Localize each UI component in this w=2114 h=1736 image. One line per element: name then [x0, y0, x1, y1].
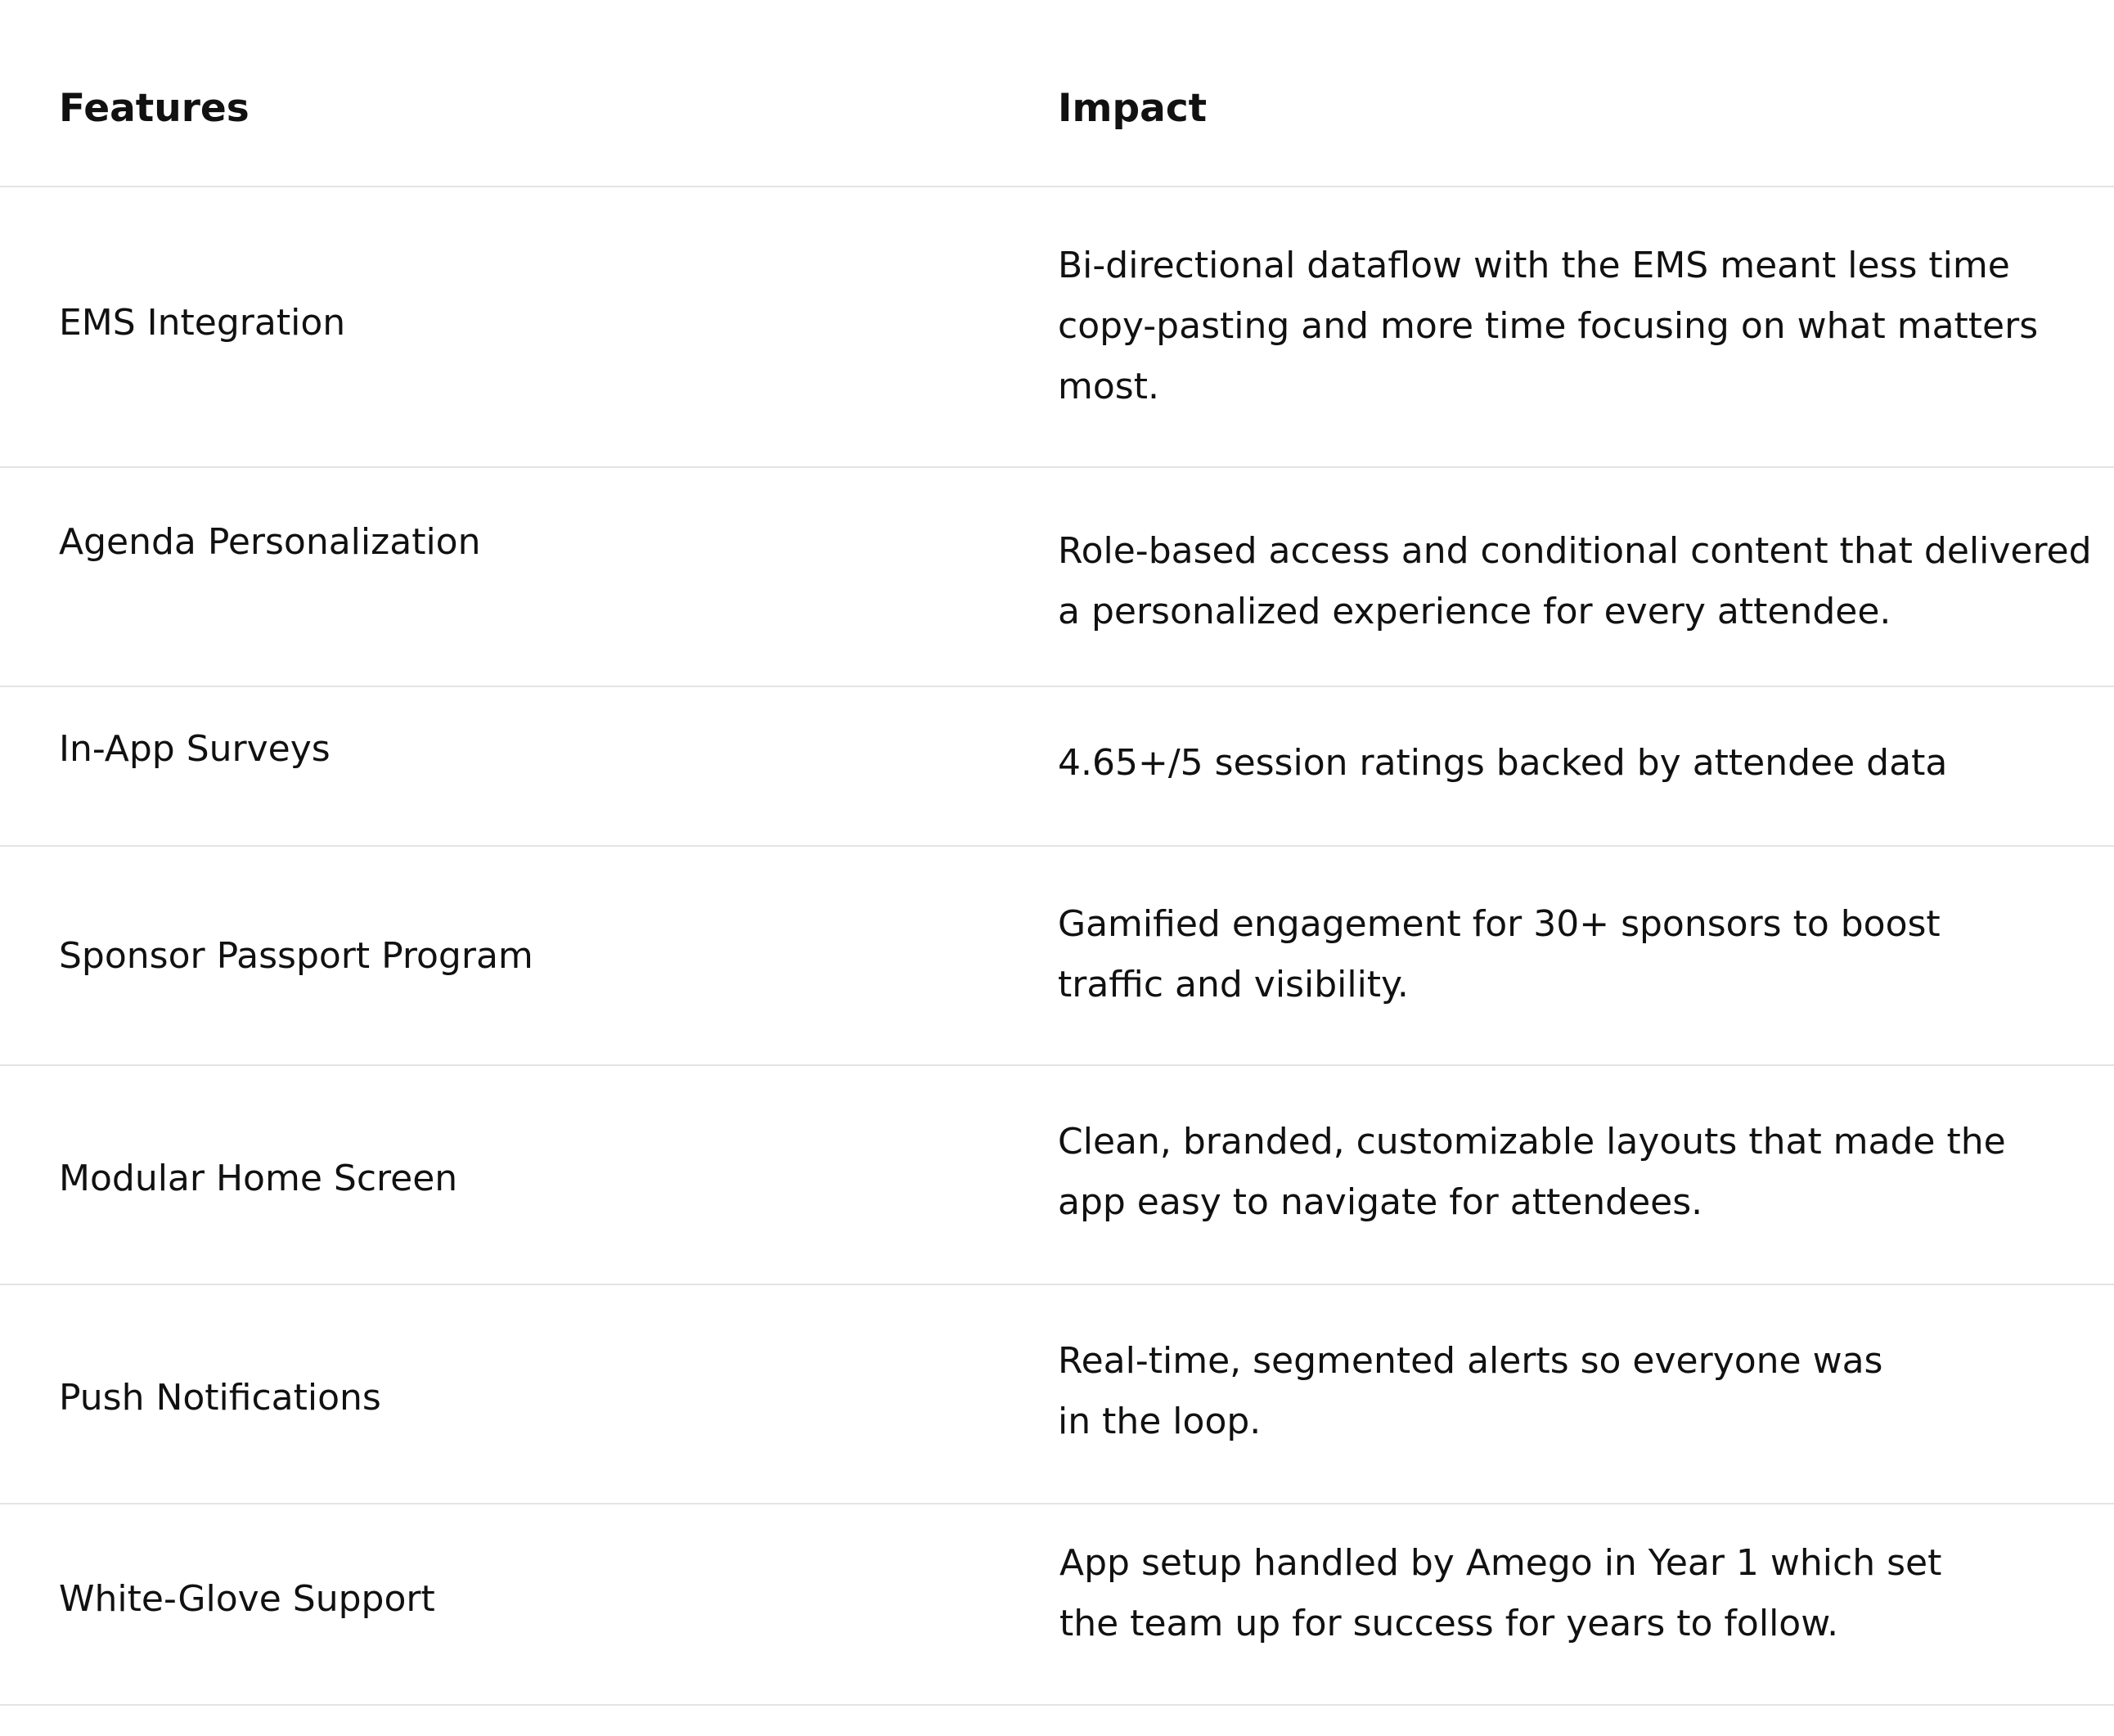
- features-column-header: Features: [59, 86, 250, 131]
- table-row: [0, 847, 2114, 1066]
- impact-cell: Real-time, segmented alerts so everyone was in the loop.: [1058, 1340, 1883, 1442]
- table-row: [0, 187, 2114, 468]
- impact-column-header: Impact: [1058, 86, 1208, 131]
- feature-cell: EMS Integration: [59, 302, 346, 344]
- impact-cell: Role-based access and conditional content that delivered a personalized experience for every attendee.: [1058, 530, 2092, 632]
- feature-cell: In-App Surveys: [59, 728, 331, 770]
- table-row: [0, 468, 2114, 687]
- feature-cell: Modular Home Screen: [59, 1158, 458, 1199]
- feature-cell: Sponsor Passport Program: [59, 935, 533, 977]
- impact-cell: Gamified engagement for 30+ sponsors to boost traffic and visibility.: [1058, 903, 1941, 1005]
- impact-cell: Bi-directional dataflow with the EMS meant less time copy-pasting and more time focusing on what matters most.: [1058, 245, 2039, 407]
- impact-cell: App setup handled by Amego in Year 1 which set the team up for success for years to follow.: [1059, 1542, 1942, 1644]
- impact-cell: 4.65+/5 session ratings backed by attendee data: [1058, 742, 1948, 784]
- table-row: [0, 1066, 2114, 1285]
- table-header-row: [0, 0, 2114, 187]
- impact-cell: Clean, branded, customizable layouts that made the app easy to navigate for attendees.: [1058, 1121, 2006, 1223]
- table-row: [0, 1504, 2114, 1706]
- feature-cell: Agenda Personalization: [59, 521, 481, 563]
- table-row: [0, 687, 2114, 847]
- feature-cell: Push Notifications: [59, 1377, 381, 1419]
- feature-cell: White-Glove Support: [59, 1578, 435, 1620]
- table-row: [0, 1285, 2114, 1504]
